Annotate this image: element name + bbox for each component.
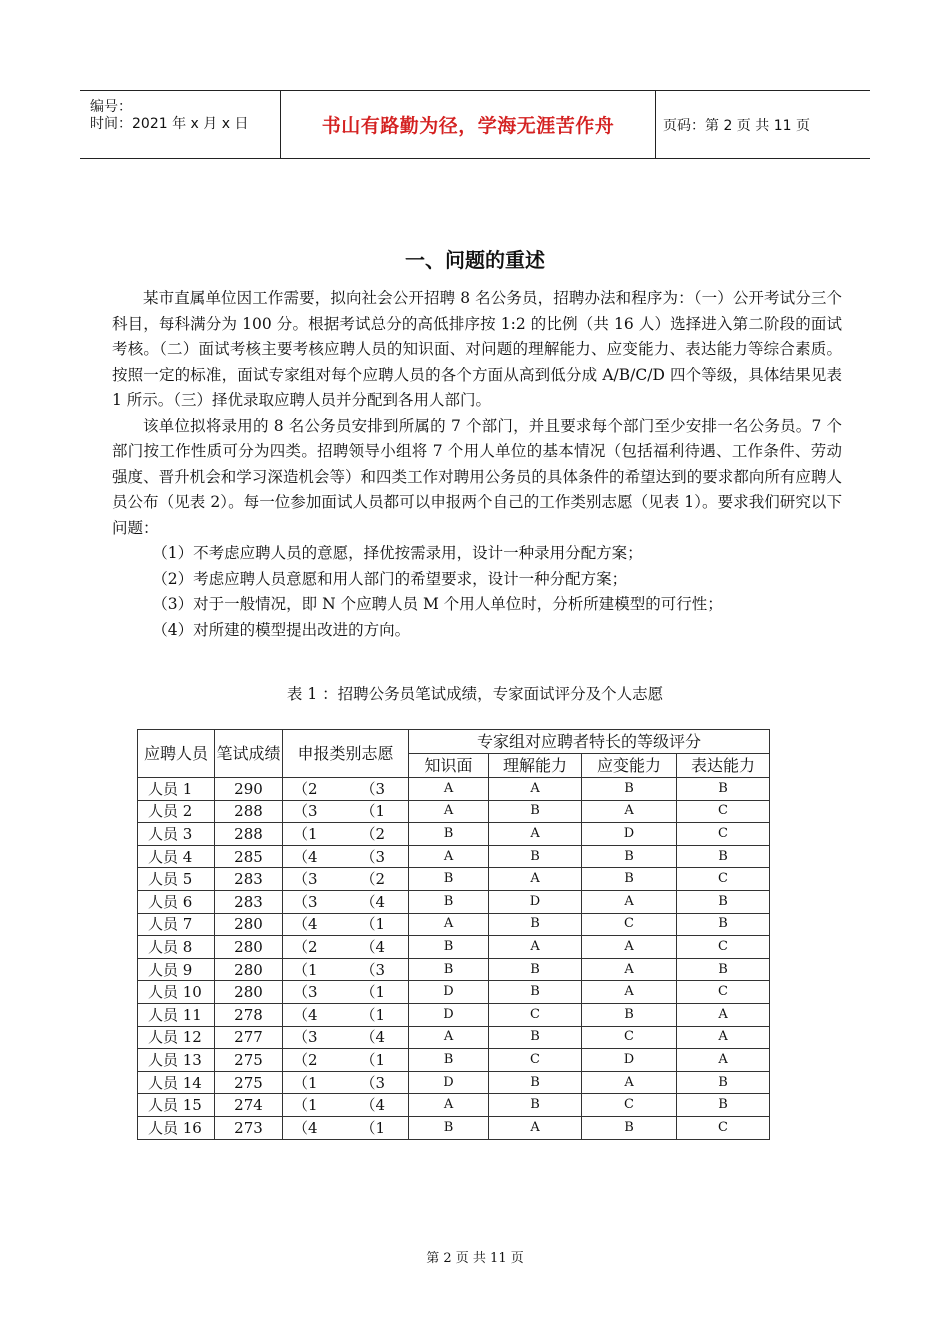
written-score: 277 — [215, 1026, 283, 1049]
preference-1: （1 — [283, 958, 349, 981]
table-row — [138, 936, 770, 959]
header-preference: 申报类别志愿 — [283, 730, 409, 778]
applicant-name: 人员 9 — [138, 958, 215, 981]
body-text — [112, 286, 842, 643]
grade-adaptability: B — [582, 1116, 677, 1139]
written-score: 280 — [215, 936, 283, 959]
grade-comprehension: B — [489, 1026, 582, 1049]
grade-adaptability: C — [582, 913, 677, 936]
grade-knowledge: A — [409, 800, 489, 823]
applicant-name: 人员 11 — [138, 1003, 215, 1026]
written-score: 280 — [215, 981, 283, 1004]
grade-expression: C — [677, 868, 770, 891]
grade-expression: C — [677, 981, 770, 1004]
grade-comprehension: B — [489, 1094, 582, 1117]
preference-1: （3 — [283, 1026, 349, 1049]
grades-table — [137, 729, 770, 1140]
grade-knowledge: A — [409, 913, 489, 936]
written-score: 280 — [215, 958, 283, 981]
table-caption: 表 1 ：招聘公务员笔试成绩，专家面试评分及个人志愿 — [286, 685, 664, 703]
table-row — [138, 845, 770, 868]
grade-adaptability: C — [582, 1026, 677, 1049]
header-motto-cell — [280, 91, 656, 158]
applicant-name: 人员 4 — [138, 845, 215, 868]
applicant-name: 人员 3 — [138, 823, 215, 846]
grade-expression: C — [677, 936, 770, 959]
preference-1: （4 — [283, 1003, 349, 1026]
preference-1: （1 — [283, 1071, 349, 1094]
preference-1: （4 — [283, 845, 349, 868]
applicant-name: 人员 6 — [138, 890, 215, 913]
grades-table-body — [138, 778, 770, 1140]
grade-knowledge: B — [409, 1049, 489, 1072]
question-2: （2）考虑应聘人员意愿和用人部门的希望要求，设计一种分配方案； — [152, 569, 628, 588]
grade-comprehension: B — [489, 981, 582, 1004]
applicant-name: 人员 10 — [138, 981, 215, 1004]
written-score: 285 — [215, 845, 283, 868]
grade-knowledge: D — [409, 981, 489, 1004]
header-score: 笔试成绩 — [215, 730, 283, 778]
table-row — [138, 1071, 770, 1094]
grade-comprehension: A — [489, 1116, 582, 1139]
preference-2: （1 — [349, 981, 409, 1004]
grade-knowledge: A — [409, 1094, 489, 1117]
grade-expression: C — [677, 1116, 770, 1139]
applicant-name: 人员 7 — [138, 913, 215, 936]
preference-2: （4 — [349, 1094, 409, 1117]
preference-2: （2 — [349, 868, 409, 891]
grade-comprehension: A — [489, 823, 582, 846]
grade-knowledge: D — [409, 1003, 489, 1026]
table-row — [138, 778, 770, 801]
written-score: 274 — [215, 1094, 283, 1117]
table-row — [138, 1116, 770, 1139]
grade-knowledge: B — [409, 890, 489, 913]
grade-comprehension: B — [489, 1071, 582, 1094]
table-row — [138, 1003, 770, 1026]
table-row — [138, 823, 770, 846]
grade-adaptability: C — [582, 1094, 677, 1117]
header-adaptability: 应变能力 — [582, 754, 677, 778]
grade-expression: B — [677, 890, 770, 913]
question-1: （1）不考虑应聘人员的意愿，择优按需录用，设计一种录用分配方案； — [152, 544, 643, 562]
preference-2: （3 — [349, 845, 409, 868]
grade-adaptability: B — [582, 1003, 677, 1026]
applicant-name: 人员 8 — [138, 936, 215, 959]
preference-1: （3 — [283, 981, 349, 1004]
preference-2: （4 — [349, 1026, 409, 1049]
preference-1: （1 — [283, 823, 349, 846]
written-score: 283 — [215, 868, 283, 891]
grade-adaptability: D — [582, 823, 677, 846]
written-score: 278 — [215, 1003, 283, 1026]
applicant-name: 人员 15 — [138, 1094, 215, 1117]
grade-knowledge: B — [409, 1116, 489, 1139]
written-score: 283 — [215, 890, 283, 913]
grade-comprehension: C — [489, 1003, 582, 1026]
grade-adaptability: D — [582, 1049, 677, 1072]
header-page-info: 页码：第 2 页 共 11 页 — [663, 117, 810, 134]
written-score: 280 — [215, 913, 283, 936]
grade-comprehension: B — [489, 913, 582, 936]
header-comprehension: 理解能力 — [489, 754, 582, 778]
grade-expression: B — [677, 1094, 770, 1117]
table-row — [138, 868, 770, 891]
grade-comprehension: A — [489, 868, 582, 891]
preference-2: （3 — [349, 1071, 409, 1094]
grade-adaptability: A — [582, 981, 677, 1004]
grade-knowledge: A — [409, 778, 489, 801]
applicant-name: 人员 16 — [138, 1116, 215, 1139]
paragraph-2: 该单位拟将录用的 8 名公务员安排到所属的 7 个部门，并且要求每个部门至少安排一名公务员。7 个部门按工作性质可分为四类。招聘领导小组将 7 个用人单位的基本情况（包括福利待遇、工作条件、劳动强度、晋升机会和学习深造机会等）和四类工作对聘用公务员的具体条件的希望达到的要求都向所有应聘人员公布（见表 2）。每一位参加面试人员都可以申报两个自己的工作类别志愿（见表 1）。要求我们研究以下问题： — [112, 416, 842, 537]
grade-adaptability: B — [582, 868, 677, 891]
grade-expression: B — [677, 913, 770, 936]
grade-knowledge: B — [409, 936, 489, 959]
written-score: 288 — [215, 800, 283, 823]
grade-comprehension: B — [489, 845, 582, 868]
page-footer: 第 2 页 共 11 页 — [426, 1251, 524, 1266]
grade-comprehension: A — [489, 936, 582, 959]
grade-expression: B — [677, 958, 770, 981]
preference-1: （2 — [283, 778, 349, 801]
preference-1: （3 — [283, 800, 349, 823]
grade-expression: C — [677, 823, 770, 846]
document-time: 时间：2021 年 x 月 x 日 — [90, 116, 249, 132]
header-page-cell — [655, 91, 870, 158]
preference-1: （4 — [283, 913, 349, 936]
grade-adaptability: A — [582, 936, 677, 959]
applicant-name: 人员 13 — [138, 1049, 215, 1072]
grade-comprehension: B — [489, 800, 582, 823]
preference-1: （4 — [283, 1116, 349, 1139]
header-knowledge: 知识面 — [409, 754, 489, 778]
grade-knowledge: B — [409, 823, 489, 846]
header-expert-group: 专家组对应聘者特长的等级评分 — [409, 730, 770, 754]
grade-expression: B — [677, 778, 770, 801]
document-number: 编号： — [90, 99, 132, 115]
section-title: 一、问题的重述 — [405, 248, 545, 272]
preference-2: （4 — [349, 890, 409, 913]
preference-2: （1 — [349, 800, 409, 823]
question-3: （3）对于一般情况，即 N 个应聘人员 M 个用人单位时，分析所建模型的可行性； — [152, 595, 723, 613]
grade-expression: B — [677, 845, 770, 868]
table-row — [138, 1026, 770, 1049]
grade-adaptability: A — [582, 800, 677, 823]
preference-2: （3 — [349, 778, 409, 801]
grade-expression: A — [677, 1026, 770, 1049]
grade-knowledge: A — [409, 1026, 489, 1049]
preference-2: （1 — [349, 1116, 409, 1139]
written-score: 273 — [215, 1116, 283, 1139]
written-score: 288 — [215, 823, 283, 846]
table-row — [138, 890, 770, 913]
header-meta — [80, 91, 280, 158]
grade-comprehension: B — [489, 958, 582, 981]
header-expression: 表达能力 — [677, 754, 770, 778]
question-4: （4）对所建的模型提出改进的方向。 — [152, 620, 411, 639]
grade-knowledge: D — [409, 1071, 489, 1094]
preference-2: （1 — [349, 1003, 409, 1026]
table-row — [138, 1094, 770, 1117]
preference-2: （4 — [349, 936, 409, 959]
preference-1: （1 — [283, 1094, 349, 1117]
grade-expression: A — [677, 1003, 770, 1026]
grade-adaptability: A — [582, 958, 677, 981]
written-score: 275 — [215, 1049, 283, 1072]
grade-adaptability: A — [582, 890, 677, 913]
grade-comprehension: A — [489, 778, 582, 801]
grade-expression: B — [677, 1071, 770, 1094]
table-row — [138, 958, 770, 981]
grade-expression: A — [677, 1049, 770, 1072]
applicant-name: 人员 1 — [138, 778, 215, 801]
preference-2: （1 — [349, 913, 409, 936]
page-header — [80, 90, 870, 159]
applicant-name: 人员 5 — [138, 868, 215, 891]
table-row — [138, 981, 770, 1004]
preference-1: （2 — [283, 936, 349, 959]
table-row — [138, 1049, 770, 1072]
grade-adaptability: B — [582, 778, 677, 801]
preference-1: （3 — [283, 890, 349, 913]
applicant-name: 人员 2 — [138, 800, 215, 823]
applicant-name: 人员 12 — [138, 1026, 215, 1049]
table-row — [138, 800, 770, 823]
grade-knowledge: A — [409, 845, 489, 868]
preference-2: （3 — [349, 958, 409, 981]
written-score: 275 — [215, 1071, 283, 1094]
grade-knowledge: B — [409, 868, 489, 891]
preference-1: （2 — [283, 1049, 349, 1072]
written-score: 290 — [215, 778, 283, 801]
preference-1: （3 — [283, 868, 349, 891]
table-row — [138, 913, 770, 936]
preference-2: （2 — [349, 823, 409, 846]
grade-adaptability: B — [582, 845, 677, 868]
grade-knowledge: B — [409, 958, 489, 981]
grade-expression: C — [677, 800, 770, 823]
grade-comprehension: C — [489, 1049, 582, 1072]
preference-2: （1 — [349, 1049, 409, 1072]
applicant-name: 人员 14 — [138, 1071, 215, 1094]
header-applicant: 应聘人员 — [138, 730, 215, 778]
header-motto: 书山有路勤为径，学海无涯苦作舟 — [321, 115, 615, 137]
paragraph-1: 某市直属单位因工作需要，拟向社会公开招聘 8 名公务员，招聘办法和程序为：（一）公开考试分三个科目，每科满分为 100 分。根据考试总分的高低排序按 1:2 的比例（共 16 人）选择进入第二阶段的面试考核。（二）面试考核主要考核应聘人员的知识面、对问题的理解能力、应变能力、表达能力等综合素质。按照一定的标准，面试专家组对每个应聘人员的各个方面从高到低分成 A/B/C/D 四个等级，具体结果见表 1 所示。（三）择优录取应聘人员并分配到各用人部门。 — [112, 289, 842, 409]
grade-adaptability: A — [582, 1071, 677, 1094]
grade-comprehension: D — [489, 890, 582, 913]
